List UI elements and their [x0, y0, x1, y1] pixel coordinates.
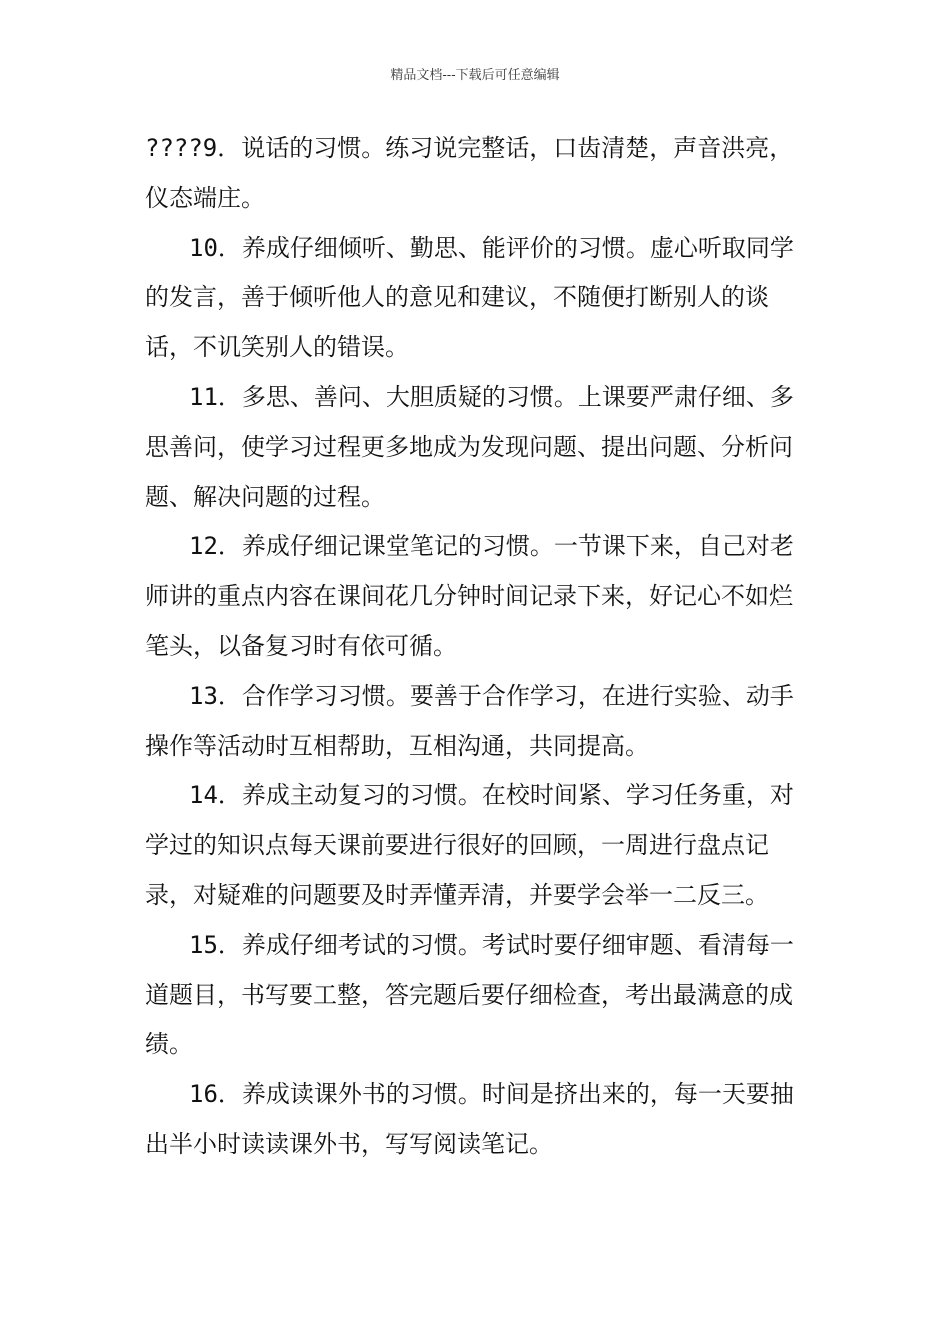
- page-header: 精品文档---下载后可任意编辑: [390, 68, 560, 83]
- paragraph-item-9: ????9．说话的习惯。练习说完整话，口齿清楚，声音洪亮，仪态端庄。: [145, 134, 794, 212]
- paragraph-item-10: 10．养成仔细倾听、勤思、能评价的习惯。虚心听取同学的发言，善于倾听他人的意见和建议，不随便打断别人的谈话，不讥笑别人的错误。: [145, 233, 794, 362]
- paragraph-item-14: 14．养成主动复习的习惯。在校时间紧、学习任务重，对学过的知识点每天课前要进行很好的回顾，一周进行盘点记录，对疑难的问题要及时弄懂弄清，并要学会举一二反三。: [145, 781, 794, 909]
- paragraph-item-13: 13．合作学习习惯。要善于合作学习，在进行实验、动手操作等活动时互相帮助，互相沟通，共同提高。: [145, 681, 794, 760]
- paragraph-item-15: 15．养成仔细考试的习惯。考试时要仔细审题、看清每一道题目，书写要工整，答完题后要仔细检查，考出最满意的成绩。: [145, 930, 794, 1059]
- paragraph-item-16: 16．养成读课外书的习惯。时间是挤出来的，每一天要抽出半小时读读课外书，写写阅读笔记。: [145, 1080, 794, 1158]
- document-body: [145, 124, 809, 1170]
- paragraph-item-12: 12．养成仔细记课堂笔记的习惯。一节课下来，自己对老师讲的重点内容在课间花几分钟时间记录下来，好记心不如烂笔头，以备复习时有依可循。: [145, 532, 794, 660]
- paragraph-item-11: 11．多思、善问、大胆质疑的习惯。上课要严肃仔细、多思善问，使学习过程更多地成为发现问题、提出问题、分析问题、解决问题的过程。: [145, 382, 794, 511]
